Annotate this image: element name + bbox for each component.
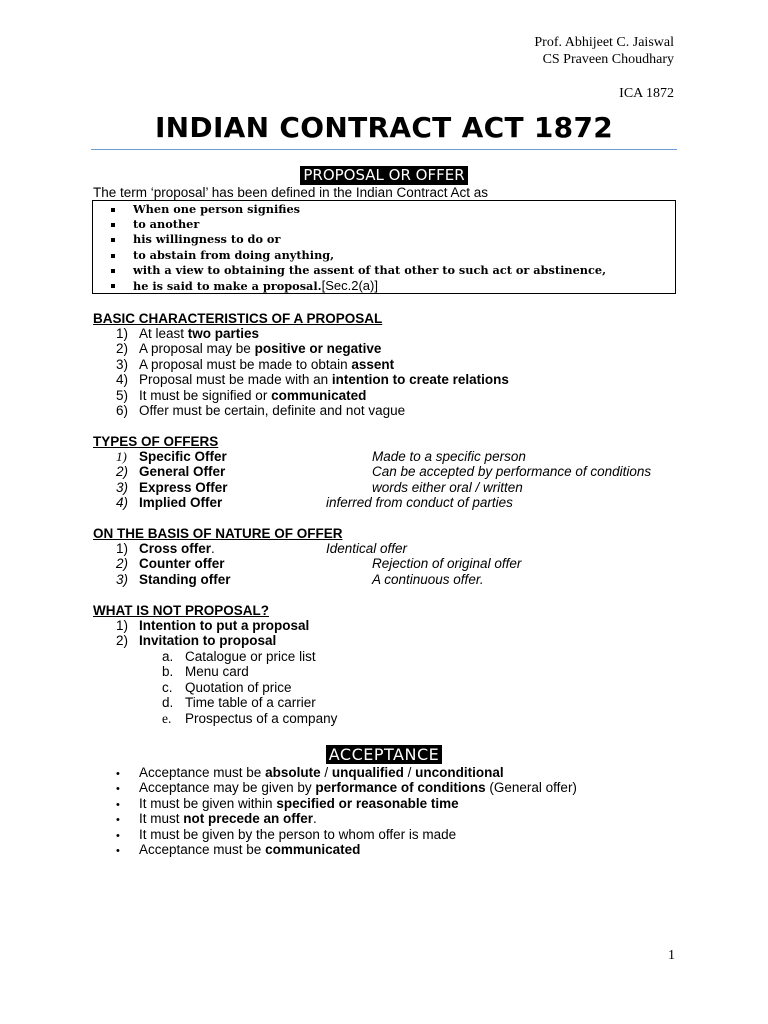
list-item: 4) Proposal must be made with an intention to create relations bbox=[116, 372, 509, 388]
list-item: 1) Specific Offer Made to a specific person bbox=[116, 449, 526, 464]
bullet-icon: • bbox=[116, 829, 120, 842]
definition-line: with a view to obtaining the assent of that other to such act or abstinence, bbox=[111, 263, 675, 278]
square-bullet-icon bbox=[111, 254, 115, 258]
heading-nature-of-offer: ON THE BASIS OF NATURE OF OFFER bbox=[93, 526, 343, 541]
list-item: 2) General Offer Can be accepted by performance of conditions bbox=[116, 464, 652, 480]
definition-line: he is said to make a proposal.[Sec.2(a)] bbox=[111, 278, 675, 294]
definition-box bbox=[92, 200, 676, 294]
list-item: 1) Intention to put a proposal bbox=[116, 618, 310, 633]
square-bullet-icon bbox=[111, 238, 115, 242]
section-reference: [Sec.2(a)] bbox=[321, 278, 378, 294]
definition-line: to abstain from doing anything, bbox=[111, 248, 675, 263]
list-item: 1) Cross offer. Identical offer bbox=[116, 541, 408, 556]
bullet-icon: • bbox=[116, 768, 120, 780]
definition-line: his willingness to do or bbox=[111, 232, 675, 247]
list-types-of-offers bbox=[116, 449, 652, 511]
header-authors bbox=[534, 34, 674, 102]
list-item: • It must not precede an offer. bbox=[116, 811, 577, 826]
square-bullet-icon bbox=[111, 223, 115, 227]
bullet-icon: • bbox=[116, 798, 120, 811]
bullet-icon: • bbox=[116, 814, 120, 827]
list-item: 2) Counter offer Rejection of original offer bbox=[116, 556, 522, 572]
list-item: 6) Offer must be certain, definite and not vague bbox=[116, 402, 406, 418]
list-item: • It must be given within specified or reasonable time bbox=[116, 796, 577, 811]
list-item: a. Catalogue or price list bbox=[162, 649, 316, 664]
square-bullet-icon bbox=[111, 269, 115, 273]
document-reference: ICA 1872 bbox=[619, 86, 674, 101]
list-item: 1) At least two parties bbox=[116, 326, 260, 341]
list-item: d. Time table of a carrier bbox=[162, 695, 316, 711]
list-invitation-examples bbox=[162, 649, 337, 726]
square-bullet-icon bbox=[111, 284, 115, 288]
list-item: 4) Implied Offer inferred from conduct of parties bbox=[116, 495, 513, 511]
list-item: 2) A proposal may be positive or negative bbox=[116, 341, 382, 357]
heading-not-proposal: WHAT IS NOT PROPOSAL? bbox=[93, 603, 269, 618]
bullet-icon: • bbox=[116, 844, 120, 857]
list-item: 3) Express Offer words either oral / written bbox=[116, 479, 523, 495]
list-item: e. Prospectus of a company bbox=[162, 710, 338, 726]
list-item: c. Quotation of price bbox=[162, 679, 292, 695]
list-item: • It must be given by the person to whom offer is made bbox=[116, 827, 577, 842]
title-divider bbox=[91, 149, 677, 150]
list-item: • Acceptance may be given by performance of conditions (General offer) bbox=[116, 780, 577, 795]
list-item: 5) It must be signified or communicated bbox=[116, 387, 367, 403]
definition-line: When one person signifies bbox=[111, 202, 675, 217]
page-number: 1 bbox=[668, 948, 675, 963]
list-item: • Acceptance must be absolute / unqualified / unconditional bbox=[116, 765, 577, 780]
definition-line: to another bbox=[111, 217, 675, 232]
list-item: 2) Invitation to proposal bbox=[116, 633, 277, 649]
list-item: b. Menu card bbox=[162, 664, 249, 680]
list-not-proposal bbox=[116, 618, 309, 649]
list-nature-of-offer bbox=[116, 541, 522, 587]
list-item: • Acceptance must be communicated bbox=[116, 842, 577, 857]
list-item: 3) Standing offer A continuous offer. bbox=[116, 571, 484, 587]
square-bullet-icon bbox=[111, 208, 115, 212]
section-label-proposal: PROPOSAL OR OFFER bbox=[0, 166, 768, 185]
section-label-acceptance: ACCEPTANCE bbox=[0, 745, 768, 765]
heading-types-of-offers: TYPES OF OFFERS bbox=[93, 434, 219, 449]
heading-basic-characteristics: BASIC CHARACTERISTICS OF A PROPOSAL bbox=[93, 311, 383, 326]
proposal-intro: The term ‘proposal’ has been defined in the Indian Contract Act as bbox=[93, 185, 488, 200]
list-item: 3) A proposal must be made to obtain assent bbox=[116, 356, 395, 372]
page-title: INDIAN CONTRACT ACT 1872 bbox=[154, 111, 614, 144]
list-acceptance-rules bbox=[116, 765, 577, 857]
bullet-icon: • bbox=[116, 783, 120, 796]
author-name: CS Praveen Choudhary bbox=[542, 52, 674, 67]
list-basic-characteristics bbox=[116, 326, 509, 418]
author-name: Prof. Abhijeet C. Jaiswal bbox=[534, 35, 674, 50]
